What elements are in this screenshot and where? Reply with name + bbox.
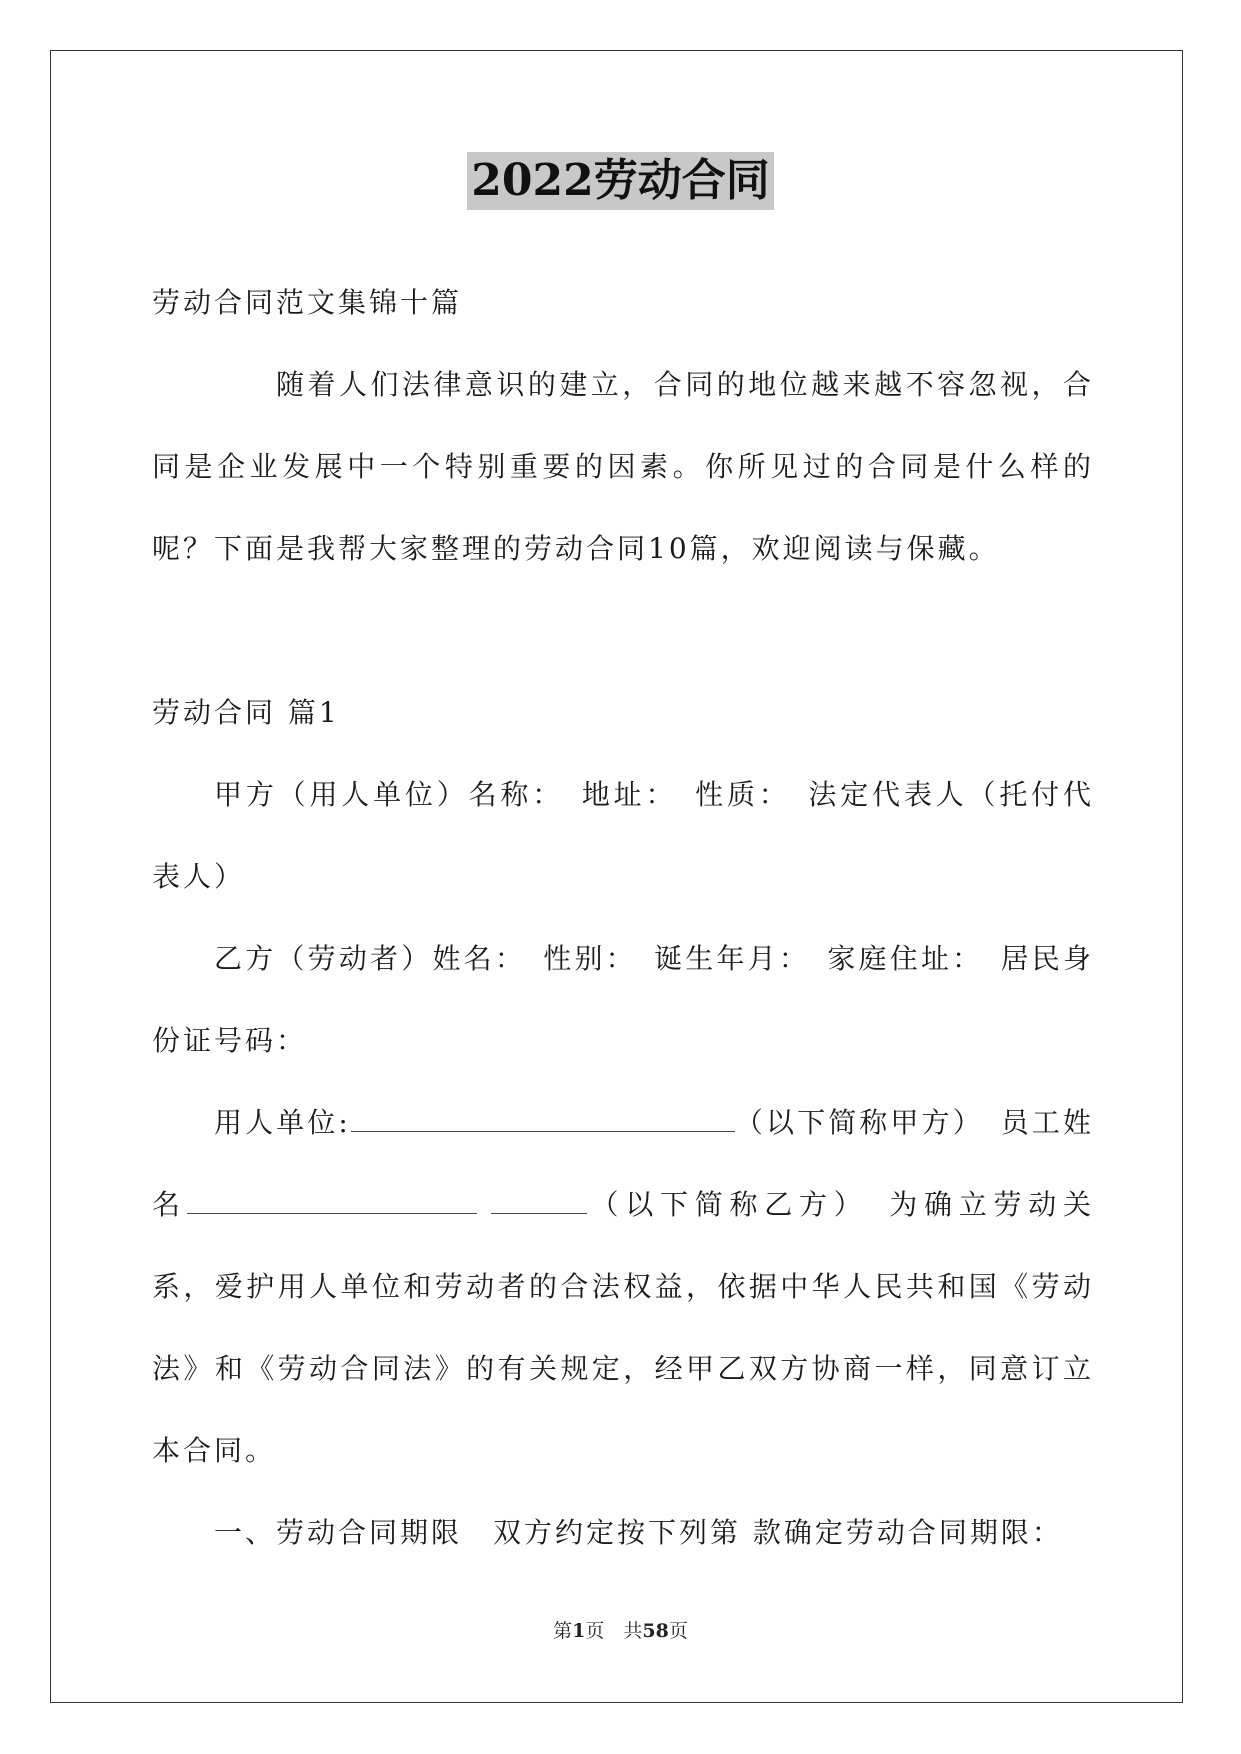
document-body <box>152 262 1094 1574</box>
page-footer <box>0 1616 1241 1643</box>
footer-suffix: 页 <box>668 1620 688 1642</box>
document-title: 2022劳动合同 <box>467 152 773 210</box>
party-b-paragraph: 乙方（劳动者）姓名： 性别： 诞生年月： 家庭住址： 居民身份证号码： <box>152 942 1094 1057</box>
employee-name-blank <box>187 1191 477 1214</box>
document-subtitle: 劳动合同范文集锦十篇 <box>152 286 463 319</box>
employee-name-blank-2 <box>491 1191 587 1214</box>
footer-total-pages: 58 <box>642 1620 669 1642</box>
employee-suffix: （以下简称乙方） 为确立劳动关系，爱护用人单位和劳动者的合法权益，依据中华人民共和国《劳动法》和《劳动合同法》的有关规定，经甲乙双方协商一样，同意订立本合同。 <box>152 1188 1094 1467</box>
party-a-paragraph: 甲方（用人单位）名称： 地址： 性质： 法定代表人（托付代表人） <box>152 778 1094 893</box>
footer-middle: 页 共 <box>585 1620 643 1642</box>
clause-1-paragraph: 一、劳动合同期限 双方约定按下列第 款确定劳动合同期限： <box>214 1516 1063 1549</box>
footer-page-number: 1 <box>572 1620 586 1642</box>
employer-blank <box>351 1109 735 1132</box>
paragraph-spacer <box>152 590 1094 672</box>
employer-paragraph <box>152 1082 1094 1492</box>
employer-suffix: （以下简称甲方） 员工姓名 <box>152 1106 1094 1221</box>
intro-paragraph: 随着人们法律意识的建立，合同的地位越来越不容忽视，合同是企业发展中一个特别重要的因素。你所见过的合同是什么样的呢？下面是我帮大家整理的劳动合同10篇，欢迎阅读与保藏。 <box>152 368 1094 565</box>
employer-label: 用人单位: <box>214 1106 351 1139</box>
section-heading: 劳动合同 篇1 <box>152 696 340 729</box>
title-container <box>0 152 1241 210</box>
footer-prefix: 第 <box>553 1620 573 1642</box>
